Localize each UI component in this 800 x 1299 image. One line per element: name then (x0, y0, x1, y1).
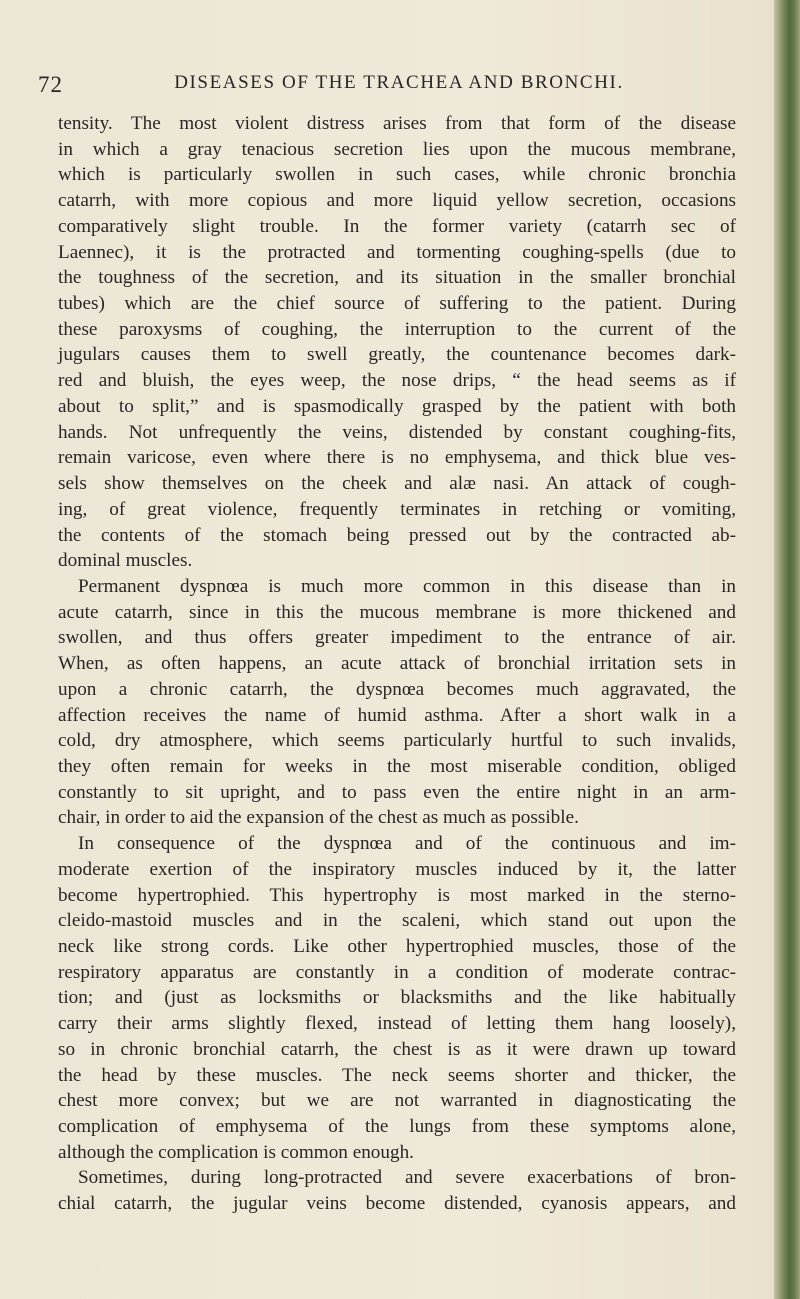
text-line: become hypertrophied. This hypertrophy is most marked in the sterno- (58, 884, 736, 906)
text-line: cleido-mastoid muscles and in the scaleni, which stand out upon the (58, 910, 736, 932)
text-line: carry their arms slightly flexed, instead of letting them hang loosely), (58, 1013, 736, 1035)
body-text (58, 111, 736, 1217)
text-line: respiratory apparatus are constantly in a condition of moderate contrac- (58, 961, 736, 983)
text-line: complication of emphysema of the lungs from these symptoms alone, (58, 1116, 736, 1138)
text-line: although the complication is common enough. (58, 1141, 414, 1163)
text-line: sels show themselves on the cheek and alæ nasi. An attack of cough- (58, 473, 736, 495)
running-title: DISEASES OF THE TRACHEA AND BRONCHI. (174, 72, 624, 93)
text-line: red and bluish, the eyes weep, the nose drips, “ the head seems as if (58, 370, 736, 392)
text-line: In consequence of the dyspnœa and of the continuous and im- (78, 833, 736, 855)
text-line: they often remain for weeks in the most miserable condition, obliged (58, 755, 736, 777)
text-line: tion; and (just as locksmiths or blacksmiths and the like habitually (58, 987, 736, 1009)
text-line: which is particularly swollen in such cases, while chronic bronchia (58, 164, 736, 186)
text-line: Laennec), it is the protracted and tormenting coughing-spells (due to (58, 241, 736, 263)
text-line: chial catarrh, the jugular veins become distended, cyanosis appears, and (58, 1193, 736, 1215)
text-line: acute catarrh, since in this the mucous membrane is more thickened and (58, 601, 736, 623)
text-line: catarrh, with more copious and more liquid yellow secretion, occasions (58, 190, 736, 212)
text-line: tubes) which are the chief source of suffering to the patient. During (58, 293, 736, 315)
text-line: tensity. The most violent distress arises from that form of the disease (58, 113, 736, 134)
text-line: neck like strong cords. Like other hypertrophied muscles, those of the (58, 936, 736, 957)
text-line: When, as often happens, an acute attack of bronchial irritation sets in (58, 653, 736, 675)
text-line: these paroxysms of coughing, the interruption to the current of the (58, 318, 736, 340)
text-line: Permanent dyspnœa is much more common in this disease than in (78, 575, 736, 597)
page-edge (774, 0, 800, 1299)
text-line: chair, in order to aid the expansion of the chest as much as possible. (58, 807, 579, 829)
text-line: hands. Not unfrequently the veins, distended by constant coughing-fits, (58, 421, 736, 443)
text-line: Sometimes, during long-protracted and severe exacerbations of bron- (78, 1167, 736, 1189)
text-line: dominal muscles. (58, 550, 193, 572)
text-line: remain varicose, even where there is no emphysema, and thick blue ves- (58, 447, 736, 469)
text-line: constantly to sit upright, and to pass even the entire night in an arm- (58, 781, 736, 803)
page-header (38, 72, 760, 102)
text-line: swollen, and thus offers greater impediment to the entrance of air. (58, 627, 736, 649)
text-line: the toughness of the secretion, and its situation in the smaller bronchial (58, 267, 736, 289)
text-line: comparatively slight trouble. In the former variety (catarrh sec of (58, 215, 736, 237)
text-line: cold, dry atmosphere, which seems particularly hurtful to such invalids, (58, 730, 736, 752)
text-line: the head by these muscles. The neck seems shorter and thicker, the (58, 1064, 736, 1086)
text-line: affection receives the name of humid asthma. After a short walk in a (58, 704, 736, 726)
text-line: the contents of the stomach being pressed out by the contracted ab- (58, 524, 736, 546)
text-line: moderate exertion of the inspiratory muscles induced by it, the latter (58, 858, 736, 880)
text-line: jugulars causes them to swell greatly, the countenance becomes dark- (58, 344, 736, 366)
text-line: in which a gray tenacious secretion lies upon the mucous membrane, (58, 138, 736, 160)
text-line: chest more convex; but we are not warranted in diagnosticating the (58, 1090, 736, 1112)
text-line: ing, of great violence, frequently terminates in retching or vomiting, (58, 498, 736, 520)
page-number: 72 (38, 72, 63, 97)
text-line: upon a chronic catarrh, the dyspnœa becomes much aggravated, the (58, 678, 736, 700)
text-line: about to split,” and is spasmodically grasped by the patient with both (58, 395, 736, 417)
text-line: so in chronic bronchial catarrh, the chest is as it were drawn up toward (58, 1038, 736, 1060)
